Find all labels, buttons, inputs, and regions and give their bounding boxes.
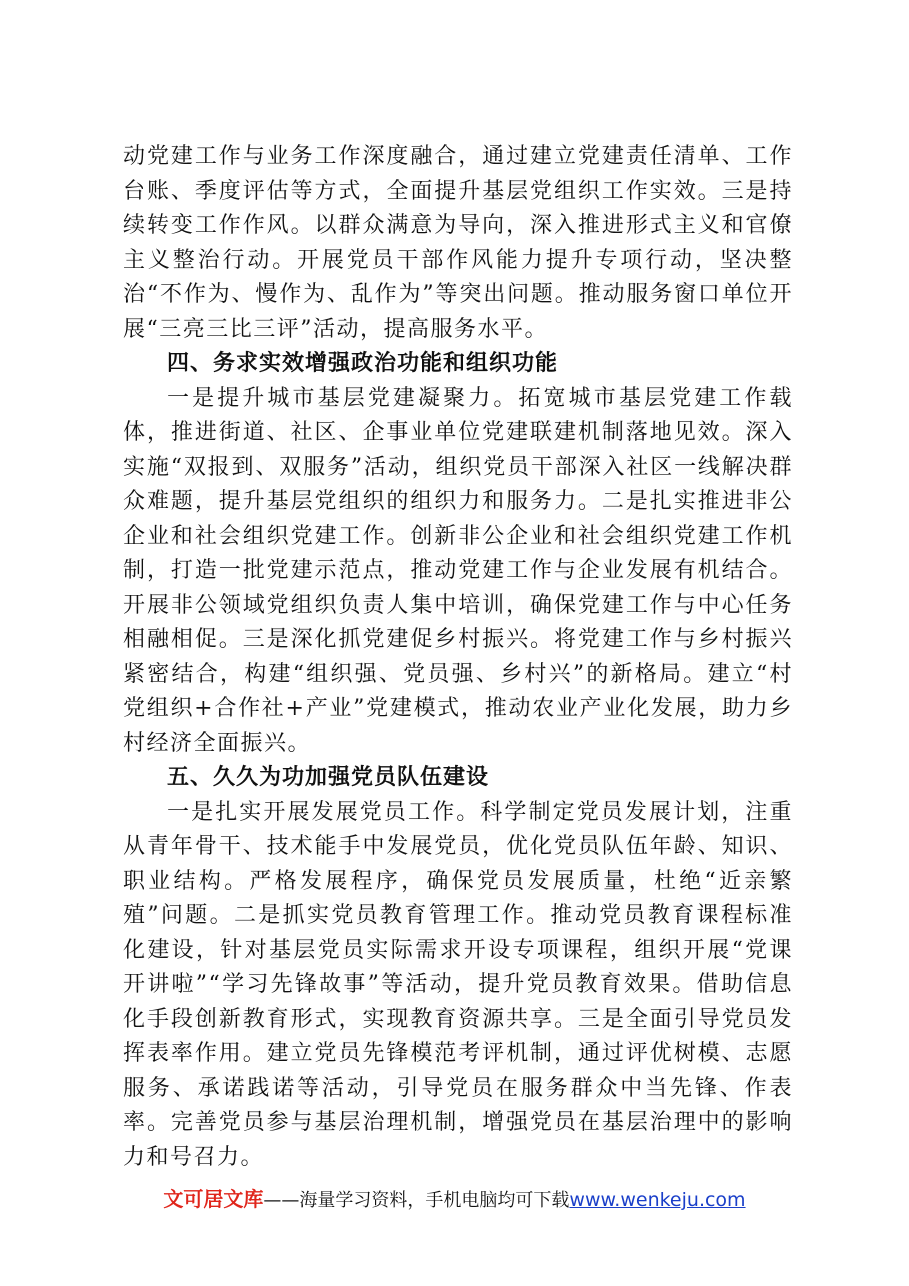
paragraph-continuation: 动党建工作与业务工作深度融合，通过建立党建责任清单、工作台账、季度评估等方式，全面提升基层党组织工作实效。三是持续转变工作作风。以群众满意为导向，深入推进形式主义和官僚主义整治行动。开展党员干部作风能力提升专项行动，坚决整治“不作为、慢作为、乱作为”等突出问题。推动服务窗口单位开展“三亮三比三评”活动，提高服务水平。 [123,144,793,342]
footer-banner [0,1183,909,1212]
footer-brand: 文可居文库 [163,1187,264,1211]
section-heading-5: 五、久久为功加强党员队伍建设 [167,765,490,790]
document-body [123,140,793,1175]
section-heading-4: 四、务求实效增强政治功能和组织功能 [167,351,559,376]
paragraph-section-5: 一是扎实开展发展党员工作。科学制定党员发展计划，注重从青年骨干、技术能手中发展党员，优化党员队伍年龄、知识、职业结构。严格发展程序，确保党员发展质量，杜绝“近亲繁殖”问题。二是抓实党员教育管理工作。推动党员教育课程标准化建设，针对基层党员实际需求开设专项课程，组织开展“党课开讲啦”“学习先锋故事”等活动，提升党员教育效果。借助信息化手段创新教育形式，实现教育资源共享。三是全面引导党员发挥表率作用。建立党员先锋模范考评机制，通过评优树模、志愿服务、承诺践诺等活动，引导党员在服务群众中当先锋、作表率。完善党员参与基层治理机制，增强党员在基层治理中的影响力和号召力。 [123,799,793,1170]
footer-tagline: ——海量学习资料，手机电脑均可下载 [263,1190,570,1211]
paragraph-section-4: 一是提升城市基层党建凝聚力。拓宽城市基层党建工作载体，推进街道、社区、企事业单位党建联建机制落地见效。深入实施“双报到、双服务”活动，组织党员干部深入社区一线解决群众难题，提升基层党组织的组织力和服务力。二是扎实推进非公企业和社会组织党建工作。创新非公企业和社会组织党建工作机制，打造一批党建示范点，推动党建工作与企业发展有机结合。开展非公领域党组织负责人集中培训，确保党建工作与中心任务相融相促。三是深化抓党建促乡村振兴。将党建工作与乡村振兴紧密结合，构建“组织强、党员强、乡村兴”的新格局。建立“村党组织+合作社+产业”党建模式，推动农业产业化发展，助力乡村经济全面振兴。 [123,385,793,756]
footer-website-link[interactable]: www.wenkeju.com [569,1189,746,1211]
